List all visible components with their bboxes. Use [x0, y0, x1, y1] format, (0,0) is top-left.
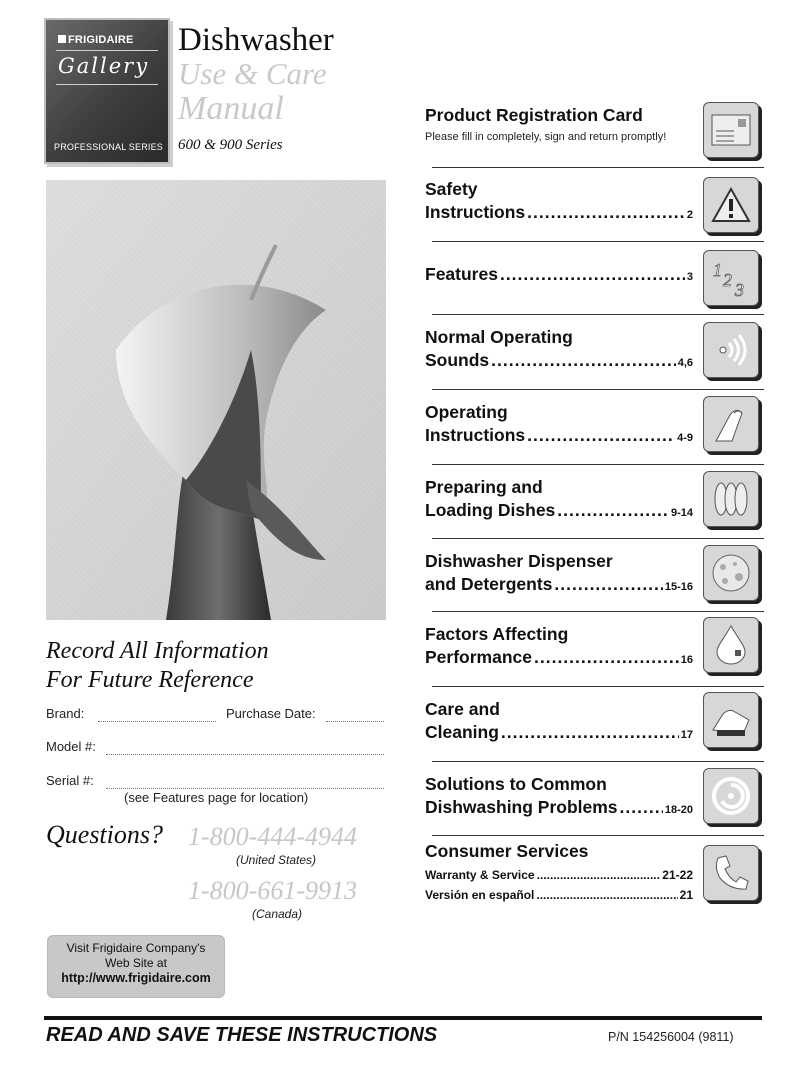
numbers-icon	[703, 250, 759, 306]
website-url-link[interactable]: http://www.frigidaire.com	[61, 971, 211, 985]
toc-registration-title: Product Registration Card	[425, 105, 643, 125]
warning-icon	[703, 177, 759, 233]
toc-registration-note: Please fill in completely, sign and return promptly!	[425, 131, 667, 143]
footer-rule	[44, 1016, 762, 1020]
brand-label: Brand:	[46, 706, 85, 721]
part-number: P/N 154256004 (9811)	[608, 1030, 734, 1044]
toc-features[interactable]: Features ..... 3	[425, 263, 760, 289]
serial-label: Serial #:	[46, 773, 94, 788]
toc-dispenser[interactable]: Dishwasher Dispenser and Detergents ..... 15-16	[425, 550, 760, 599]
phone-canada-note: (Canada)	[252, 907, 303, 921]
record-heading-line2: For Future Reference	[46, 667, 254, 693]
website-line2: Web Site at	[105, 956, 167, 970]
toc-loading[interactable]: Preparing and Loading Dishes ..... 9-14	[425, 476, 760, 525]
logo-gallery: Gallery	[58, 54, 150, 78]
purchase-date-label: Purchase Date:	[226, 706, 316, 721]
title-dishwasher: Dishwasher	[178, 22, 334, 58]
title-use-care: Use & Care	[178, 56, 327, 91]
registration-card-icon	[703, 102, 759, 158]
website-line1: Visit Frigidaire Company's	[66, 941, 206, 955]
svg-text:1: 1	[713, 260, 722, 280]
toc-solutions[interactable]: Solutions to Common Dishwashing Problems ..... 18-20	[425, 773, 760, 822]
svg-text:3: 3	[735, 280, 744, 300]
calla-lily-illustration	[46, 180, 386, 620]
toc-safety[interactable]: Safety Instructions ..... 2	[425, 178, 760, 227]
serial-note: (see Features page for location)	[124, 790, 309, 805]
questions-label: Questions?	[46, 820, 163, 849]
phone-us-note: (United States)	[236, 853, 317, 867]
serial-field[interactable]	[106, 787, 384, 789]
brand-field[interactable]	[98, 720, 216, 722]
dishes-icon	[703, 471, 759, 527]
website-box	[47, 935, 225, 998]
toc-care[interactable]: Care and Cleaning ..... 17	[425, 698, 760, 747]
purchase-date-field[interactable]	[326, 720, 384, 722]
record-heading-line1: Record All Information	[46, 638, 269, 664]
phone-canada[interactable]: 1-800-661-9913	[188, 876, 357, 905]
calla-lily-photo	[46, 180, 386, 620]
brand-logo	[44, 18, 170, 164]
logo-brand: FRIGIDAIRE	[58, 34, 134, 46]
title-series: 600 & 900 Series	[178, 137, 283, 153]
finger-press-icon	[703, 396, 759, 452]
model-label: Model #:	[46, 739, 96, 754]
water-drop-icon	[703, 617, 759, 673]
detergent-icon	[703, 545, 759, 601]
title-manual: Manual	[178, 90, 284, 127]
phone-icon	[703, 845, 759, 901]
sound-waves-icon	[703, 322, 759, 378]
svg-text:2: 2	[723, 270, 732, 290]
cleaning-hand-icon	[703, 692, 759, 748]
phone-us[interactable]: 1-800-444-4944	[188, 822, 357, 851]
logo-series: PROFESSIONAL SERIES	[54, 142, 163, 152]
toc-sounds[interactable]: Normal Operating Sounds ..... 4,6	[425, 326, 760, 375]
footer-title: READ AND SAVE THESE INSTRUCTIONS	[46, 1024, 438, 1046]
model-field[interactable]	[106, 753, 384, 755]
toc-operating[interactable]: Operating Instructions ..... 4-9	[425, 401, 760, 450]
swirl-icon	[703, 768, 759, 824]
toc-consumer[interactable]: Consumer Services Warranty & Service ..... 21-22 Versión en español ..... 21	[425, 840, 760, 905]
toc-performance[interactable]: Factors Affecting Performance ..... 16	[425, 623, 760, 672]
